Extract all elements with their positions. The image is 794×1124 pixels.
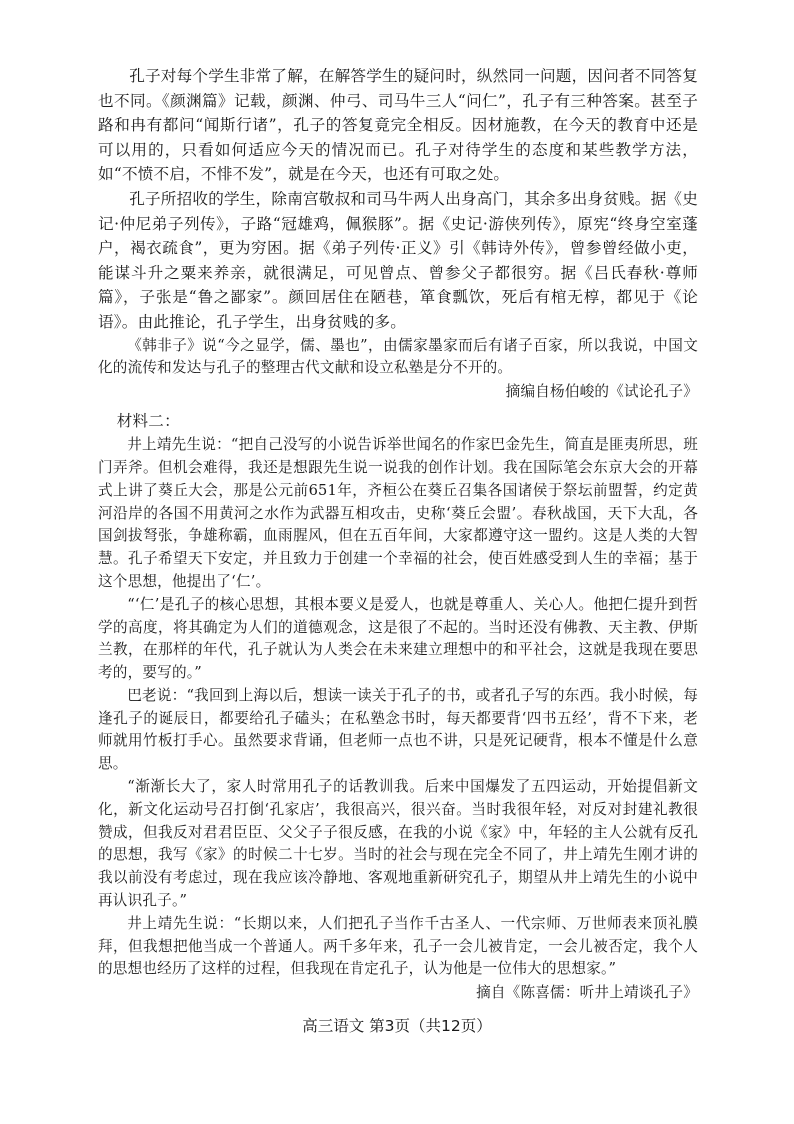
source-citation: 摘编自杨伯峻的《试论孔子》 [505, 383, 698, 401]
material-two [98, 408, 698, 1005]
paragraph: 井上靖先生说：“长期以来，人们把孔子当作千古圣人、一代宗师、万世师表来顶礼膜拜，但我想把他当成一个普通人。两千多年来，孔子一会儿被肯定，一会儿被否定，我个人的思想也经历了这样的过程，但我现在肯定孔子，认为他是一位伟大的思想家。” [98, 914, 698, 978]
paragraph: “渐渐长大了，家人时常用孔子的话教训我。后来中国爆发了五四运动，开始提倡新文化，新文化运动号召打倒‘孔家店’，我很高兴，很兴奋。当时我很年轻，对反对封建礼教很赞成，但我反对君君臣臣、父父子子很反感，在我的小说《家》中，年轻的主人公就有反孔的思想，我写《家》的时候二十七岁。当时的社会与现在完全不同了，井上靖先生刚才讲的我以前没有考虑过，现在我应该冷静地、客观地重新研究孔子，期望从井上靖先生的小说中再认识孔子。” [98, 778, 698, 910]
paragraph: 孔子所招收的学生，除南宫敬叔和司马牛两人出身高门，其余多出身贫贱。据《史记·仲尼弟子列传》，子路“冠雄鸡，佩猴豚”。据《史记·游侠列传》，原宪“终身空室蓬户，褐衣疏食”，更为穷困。据《弟子列传·正义》引《韩诗外传》，曾参曾经做小吏，能谋斗升之粟来养亲，就很满足，可见曾点、曾参父子都很穷。据《吕氏春秋·尊师篇》，子张是“鲁之鄙家”。颜回居住在陋巷，箪食瓢饮，死后有棺无椁，都见于《论语》。由此推论，孔子学生，出身贫贱的多。 [98, 189, 698, 331]
source-citation: 摘自《陈喜儒：听井上靖谈孔子》 [476, 984, 698, 1002]
paragraph: “‘仁’是孔子的核心思想，其根本要义是爱人，也就是尊重人、关心人。他把仁提升到哲学的高度，将其确定为人们的道德观念，这是很了不起的。当时还没有佛教、天主教、伊斯兰教，在那样的年代，孔子就认为人类会在未来建立理想中的和平社会，这就是我现在要思考的，要写的。” [98, 595, 698, 682]
material-one [98, 64, 698, 404]
paragraph: 井上靖先生说：“把自己没写的小说告诉举世闻名的作家巴金先生，简直是匪夷所思，班门弄斧。但机会难得，我还是想跟先生说一说我的创作计划。我在国际笔会东京大会的开幕式上讲了葵丘大会，那是公元前651年，齐桓公在葵丘召集各国诸侯于祭坛前盟誓，约定黄河沿岸的各国不用黄河之水作为武器互相攻击，史称‘葵丘会盟’。春秋战国，天下大乱，各国剑拔弩张，争雄称霸，血雨腥风，但在五百年间，大家都遵守这一盟约。这是人类的大智慧。孔子希望天下安定，并且致力于创建一个幸福的社会，使百姓感受到人生的幸福；基于这个思想，他提出了‘仁’。 [98, 436, 698, 590]
page-footer: 高三语文 第3页（共12页） [302, 1017, 492, 1035]
section-label: 材料二： [116, 412, 180, 431]
document-body [98, 64, 698, 1005]
paragraph: 孔子对每个学生非常了解，在解答学生的疑问时，纵然同一问题，因问者不同答复也不同。《颜渊篇》记载，颜渊、仲弓、司马牛三人“问仁”，孔子有三种答案。甚至子路和冉有都问“闻斯行诸”，孔子的答复竟完全相反。因材施教，在今天的教育中还是可以用的，只看如何适应今天的情况而已。孔子对待学生的态度和某些教学方法，如“不愤不启，不悱不发”，就是在今天，也还有可取之处。 [98, 67, 698, 184]
paragraph: 《韩非子》说“今之显学，儒、墨也”，由儒家墨家而后有诸子百家，所以我说，中国文化的流传和发达与孔子的整理古代文献和设立私塾是分不开的。 [98, 336, 698, 377]
paragraph: 巴老说：“我回到上海以后，想读一读关于孔子的书，或者孔子写的东西。我小时候，每逢孔子的诞辰日，都要给孔子磕头；在私塾念书时，每天都要背‘四书五经’，背不下来，老师就用竹板打手心。虽然要求背诵，但老师一点也不讲，只是死记硬背，根本不懂是什么意思。 [98, 686, 698, 773]
